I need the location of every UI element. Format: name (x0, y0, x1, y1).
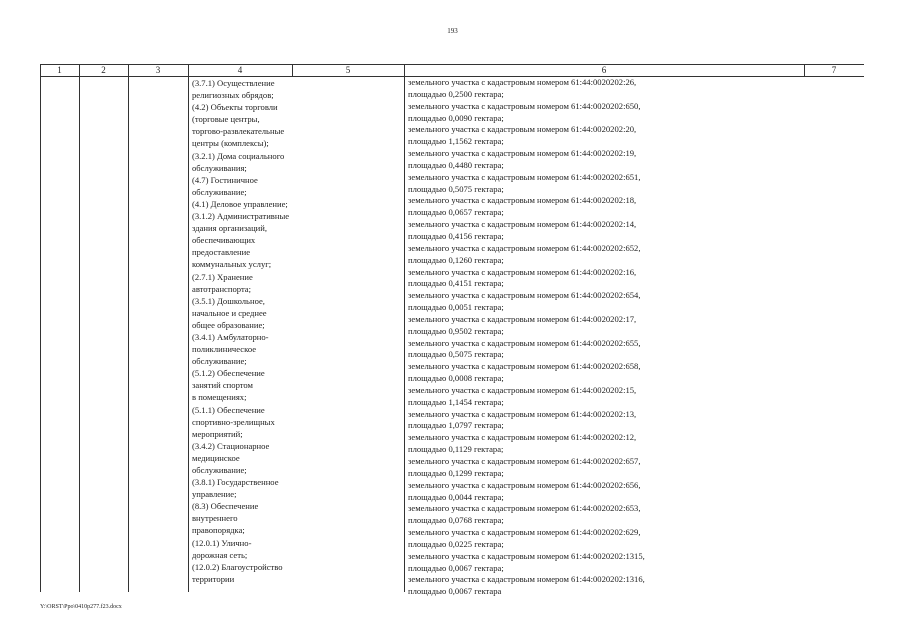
land-plot-line: земельного участка с кадастровым номером 61:44:0020202:656, (408, 479, 641, 490)
land-plot-line: площадью 0,4480 гектара; (408, 159, 504, 170)
land-plot-line: площадью 0,4156 гектара; (408, 230, 504, 241)
permitted-uses-list (192, 77, 302, 585)
document-table (40, 64, 864, 597)
land-plot-line: площадью 0,0067 гектара (408, 586, 502, 597)
land-plot-line: площадью 0,9502 гектара; (408, 325, 504, 336)
land-plot-line: земельного участка с кадастровым номером 61:44:0020202:19, (408, 148, 637, 159)
permitted-use-line: спортивно-зрелищных (192, 416, 275, 427)
column-number-6: 6 (601, 65, 607, 75)
permitted-use-line: предоставление (192, 247, 251, 258)
permitted-use-line: (3.7.1) Осуществление (192, 78, 275, 88)
permitted-use-line: (4.1) Деловое управление; (192, 198, 288, 209)
permitted-use-line: (8.3) Обеспечение (192, 501, 259, 512)
land-plot-line: площадью 0,0008 гектара; (408, 373, 504, 384)
permitted-use-line: занятий спортом (192, 380, 253, 391)
permitted-use-line: обслуживание; (192, 465, 247, 475)
land-plot-line: земельного участка с кадастровым номером 61:44:0020202:657, (408, 456, 641, 466)
permitted-use-line: начальное и среднее (192, 307, 267, 318)
column-divider (128, 64, 129, 592)
permitted-use-line: коммунальных услуг; (192, 259, 272, 270)
column-divider (79, 64, 80, 592)
permitted-use-line: общее образование; (192, 319, 265, 330)
permitted-use-line: обслуживания; (192, 162, 247, 173)
land-plot-line: земельного участка с кадастровым номером 61:44:0020202:16, (408, 266, 637, 277)
land-plot-line: площадью 0,0768 гектара; (408, 515, 504, 526)
permitted-use-line: (12.0.1) Улично- (192, 537, 252, 548)
permitted-use-line: (3.2.1) Дома социального (192, 150, 285, 161)
land-plot-line: земельного участка с кадастровым номером 61:44:0020202:655, (408, 337, 641, 348)
land-plots-list (408, 77, 818, 598)
land-plot-line: земельного участка с кадастровым номером 61:44:0020202:1315, (408, 550, 645, 561)
permitted-use-line: внутреннего (192, 513, 238, 524)
land-plot-line: земельного участка с кадастровым номером 61:44:0020202:658, (408, 361, 641, 372)
land-plot-line: земельного участка с кадастровым номером 61:44:0020202:1316, (408, 574, 645, 585)
land-plot-line: площадью 0,0051 гектара; (408, 302, 504, 313)
permitted-use-line: (4.7) Гостиничное (192, 174, 258, 185)
permitted-use-line: в помещениях; (192, 392, 247, 403)
column-divider (40, 64, 41, 592)
land-plot-line: площадью 0,2500 гектара; (408, 88, 504, 99)
land-plot-line: земельного участка с кадастровым номером 61:44:0020202:12, (408, 432, 637, 443)
permitted-use-line: медицинское (192, 452, 240, 463)
land-plot-line: площадью 0,0657 гектара; (408, 207, 504, 218)
permitted-use-line: (2.7.1) Хранение (192, 271, 253, 282)
land-plot-line: земельного участка с кадастровым номером 61:44:0020202:14, (408, 219, 637, 230)
land-plot-line: площадью 0,5075 гектара; (408, 183, 504, 194)
land-plot-line: площадью 0,0044 гектара; (408, 491, 504, 502)
permitted-use-line: правопорядка; (192, 525, 245, 536)
land-plot-line: площадью 1,1562 гектара; (408, 136, 504, 147)
permitted-use-line: (3.8.1) Государственное (192, 477, 279, 488)
column-number-3: 3 (155, 65, 161, 75)
permitted-use-line: территории (192, 573, 235, 584)
permitted-use-line: обслуживание; (192, 356, 247, 367)
permitted-use-line: (торговые центры, (192, 114, 260, 125)
land-plot-line: площадью 1,1454 гектара; (408, 396, 504, 407)
land-plot-line: площадью 0,0090 гектара; (408, 112, 504, 123)
column-number-7: 7 (831, 65, 837, 75)
column-number-5: 5 (345, 65, 351, 75)
permitted-use-line: (3.4.2) Стационарное (192, 440, 270, 451)
land-plot-line: земельного участка с кадастровым номером 61:44:0020202:654, (408, 290, 641, 301)
column-divider (404, 64, 405, 592)
permitted-use-line: мероприятий; (192, 428, 243, 439)
permitted-use-line: (3.4.1) Амбулаторно- (192, 331, 269, 342)
file-path-footer: Y:\ORST\Ppo\0410p277.f23.docx (40, 604, 122, 610)
land-plot-line: площадью 0,1129 гектара; (408, 444, 504, 455)
permitted-use-line: поликлиническое (192, 344, 257, 355)
permitted-use-line: обслуживание; (192, 186, 247, 197)
permitted-use-line: торгово-развлекательные (192, 126, 285, 137)
permitted-use-line: (3.5.1) Дошкольное, (192, 295, 265, 306)
land-plot-line: земельного участка с кадастровым номером 61:44:0020202:18, (408, 195, 637, 206)
column-number-2: 2 (101, 65, 106, 75)
land-plot-line: земельного участка с кадастровым номером 61:44:0020202:26, (408, 77, 637, 87)
permitted-use-line: (5.1.2) Обеспечение (192, 368, 265, 379)
column-number-4: 4 (237, 65, 243, 75)
land-plot-line: площадью 0,0225 гектара; (408, 538, 504, 549)
land-plot-line: площадью 0,5075 гектара; (408, 349, 504, 360)
page-number: 193 (447, 27, 458, 35)
land-plot-line: площадью 0,1260 гектара; (408, 254, 504, 265)
permitted-use-line: управление; (192, 489, 237, 500)
land-plot-line: площадью 0,0067 гектара; (408, 562, 504, 573)
permitted-use-line: (5.1.1) Обеспечение (192, 404, 265, 415)
land-plot-line: земельного участка с кадастровым номером 61:44:0020202:650, (408, 100, 641, 111)
column-divider (188, 64, 189, 592)
land-plot-line: земельного участка с кадастровым номером 61:44:0020202:653, (408, 503, 641, 514)
land-plot-line: площадью 1,0797 гектара; (408, 420, 504, 431)
land-plot-line: земельного участка с кадастровым номером 61:44:0020202:20, (408, 124, 637, 135)
permitted-use-line: религиозных обрядов; (192, 90, 274, 101)
permitted-use-line: здания организаций, (192, 223, 268, 234)
land-plot-line: земельного участка с кадастровым номером 61:44:0020202:629, (408, 527, 641, 538)
land-plot-line: земельного участка с кадастровым номером 61:44:0020202:13, (408, 408, 637, 419)
permitted-use-line: обеспечивающих (192, 235, 256, 246)
land-plot-line: площадью 0,4151 гектара; (408, 278, 504, 289)
land-plot-line: земельного участка с кадастровым номером 61:44:0020202:17, (408, 313, 637, 324)
land-plot-line: земельного участка с кадастровым номером 61:44:0020202:15, (408, 384, 637, 395)
land-plot-line: земельного участка с кадастровым номером 61:44:0020202:652, (408, 242, 641, 253)
column-number-1: 1 (57, 65, 62, 75)
permitted-use-line: автотранспорта; (192, 283, 252, 294)
land-plot-line: площадью 0,1299 гектара; (408, 467, 504, 478)
permitted-use-line: центры (комплексы); (192, 138, 269, 149)
permitted-use-line: (4.2) Объекты торговли (192, 102, 278, 113)
permitted-use-line: (3.1.2) Административные (192, 211, 290, 222)
permitted-use-line: дорожная сеть; (192, 549, 248, 560)
land-plot-line: земельного участка с кадастровым номером 61:44:0020202:651, (408, 171, 641, 182)
permitted-use-line: (12.0.2) Благоустройство (192, 561, 283, 572)
